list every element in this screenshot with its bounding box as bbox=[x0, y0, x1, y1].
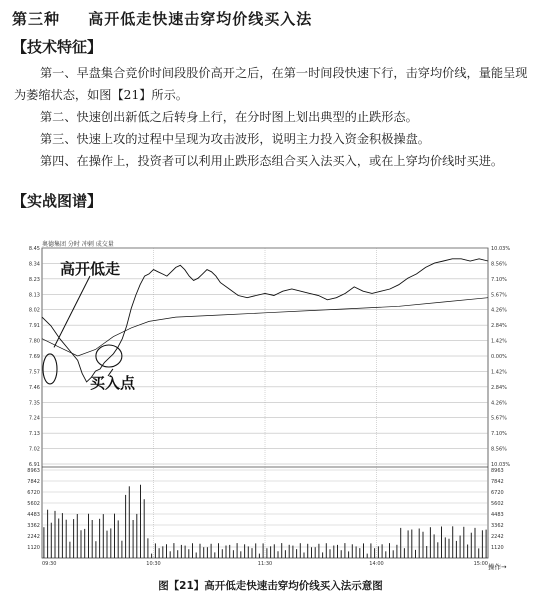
section-heading-features: 【技术特征】 bbox=[12, 38, 103, 56]
volume-tick-label: 6720 bbox=[491, 490, 504, 496]
feature-item: 第二、快速创出新低之后转身上行，在分时图上划出典型的止跌形态。 bbox=[40, 110, 418, 124]
volume-tick-label: 3362 bbox=[491, 523, 504, 529]
pct-tick-label: 5.67% bbox=[491, 415, 507, 422]
price-tick-label: 8.02 bbox=[28, 307, 40, 314]
price-tick-label: 6.91 bbox=[28, 462, 40, 468]
volume-tick-label: 8963 bbox=[491, 468, 504, 474]
price-tick-label: 7.24 bbox=[28, 415, 40, 422]
price-tick-label: 7.35 bbox=[28, 400, 40, 407]
price-tick-label: 7.57 bbox=[28, 369, 40, 376]
method-title: 高开低走快速击穿均价线买入法 bbox=[88, 10, 313, 28]
volume-tick-label: 1120 bbox=[491, 545, 504, 551]
price-tick-label: 8.45 bbox=[28, 246, 40, 252]
feature-item: 第一、早盘集合竞价时间段股价高开之后，在第一时间段快速下行，击穿均价线，量能呈现为萎缩状态，如图【21】所示。 bbox=[14, 66, 528, 102]
price-tick-label: 8.23 bbox=[28, 276, 40, 283]
page-title bbox=[12, 8, 312, 29]
volume-tick-label: 5602 bbox=[27, 501, 40, 507]
price-tick-label: 7.91 bbox=[28, 323, 40, 330]
price-tick-label: 8.34 bbox=[28, 261, 40, 268]
time-tick-label: 11:30 bbox=[257, 561, 273, 567]
section-heading-chart: 【实战图谱】 bbox=[12, 192, 103, 210]
corner-label: 操作→ bbox=[488, 563, 507, 571]
pct-tick-label: 0.00% bbox=[491, 354, 507, 360]
intraday-chart bbox=[10, 236, 530, 572]
volume-tick-label: 7842 bbox=[27, 479, 40, 485]
intraday-chart-svg bbox=[10, 236, 530, 572]
volume-tick-label: 2242 bbox=[491, 534, 504, 540]
price-tick-label: 7.02 bbox=[28, 446, 40, 453]
pct-tick-label: 10.03% bbox=[491, 462, 511, 468]
time-tick-label: 09:30 bbox=[42, 561, 57, 567]
price-tick-label: 7.46 bbox=[28, 384, 40, 391]
pct-tick-label: 7.10% bbox=[491, 276, 507, 283]
time-tick-label: 14:00 bbox=[369, 561, 384, 567]
pct-tick-label: 2.84% bbox=[491, 384, 507, 391]
volume-tick-label: 4483 bbox=[491, 512, 504, 518]
volume-tick-label: 7842 bbox=[491, 479, 504, 485]
figure-caption: 图【21】高开低走快速击穿均价线买入法示意图 bbox=[158, 580, 383, 592]
chart-header: 奥德集团 分时 冲刺 成交量 bbox=[42, 241, 114, 248]
pct-tick-label: 8.56% bbox=[491, 261, 507, 268]
volume-tick-label: 1120 bbox=[27, 545, 40, 551]
price-tick-label: 7.13 bbox=[28, 431, 40, 438]
volume-tick-label: 5602 bbox=[491, 501, 504, 507]
volume-tick-label: 6720 bbox=[27, 490, 40, 496]
price-tick-label: 7.80 bbox=[28, 338, 40, 345]
pct-tick-label: 10.03% bbox=[491, 246, 511, 252]
volume-tick-label: 2242 bbox=[27, 534, 40, 540]
time-tick-label: 15:00 bbox=[473, 561, 488, 567]
price-tick-label: 8.13 bbox=[28, 292, 40, 299]
pct-tick-label: 8.56% bbox=[491, 446, 507, 453]
pct-tick-label: 2.84% bbox=[491, 323, 507, 330]
volume-tick-label: 3362 bbox=[27, 523, 40, 529]
features-list bbox=[14, 62, 529, 172]
time-tick-label: 10:30 bbox=[146, 561, 161, 567]
feature-item: 第四、在操作上，投资者可以利用止跌形态组合买入法买入，或在上穿均价线时买进。 bbox=[40, 154, 504, 168]
pct-tick-label: 1.42% bbox=[491, 338, 507, 345]
pct-tick-label: 5.67% bbox=[491, 292, 507, 299]
method-number: 第三种 bbox=[12, 10, 61, 28]
feature-item: 第三、快速上攻的过程中呈现为攻击波形，说明主力投入资金积极操盘。 bbox=[40, 132, 430, 146]
pct-tick-label: 1.42% bbox=[491, 369, 507, 376]
pct-tick-label: 4.26% bbox=[491, 400, 507, 407]
volume-tick-label: 4483 bbox=[27, 512, 40, 518]
pct-tick-label: 7.10% bbox=[491, 431, 507, 438]
annotation-buy-point: 买入点 bbox=[90, 374, 136, 392]
volume-tick-label: 8963 bbox=[27, 468, 40, 474]
price-tick-label: 7.69 bbox=[28, 354, 40, 360]
pct-tick-label: 4.26% bbox=[491, 307, 507, 314]
annotation-high-open: 高开低走 bbox=[60, 260, 121, 278]
